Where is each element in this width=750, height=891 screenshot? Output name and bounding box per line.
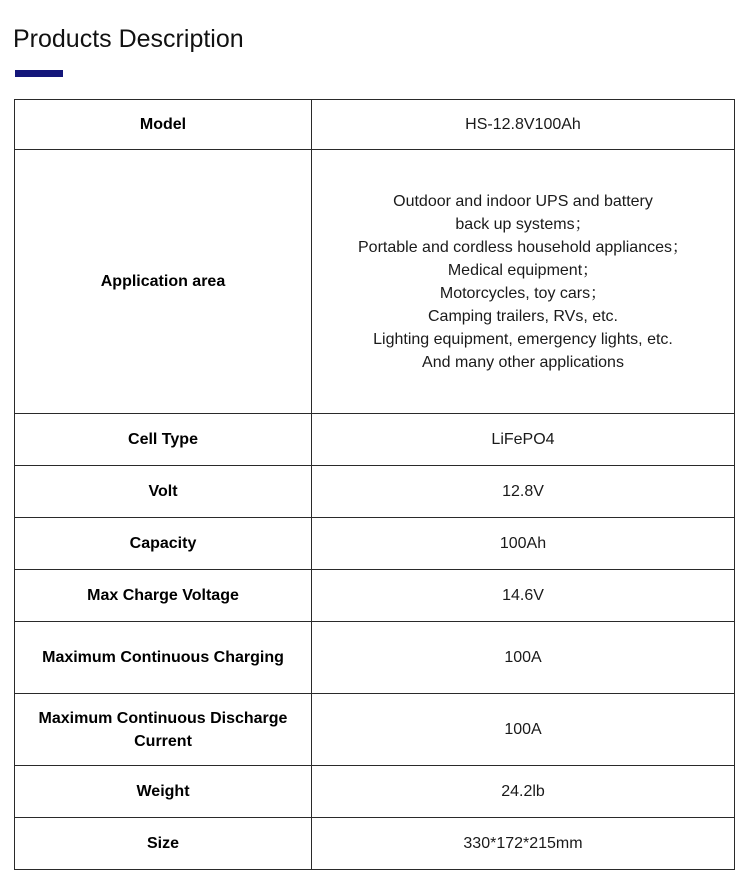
application-line: Lighting equipment, emergency lights, etc. [373,330,673,348]
row-label: Capacity [15,518,312,570]
application-line: And many other applications [422,353,624,371]
application-line: Outdoor and indoor UPS and battery [393,192,653,210]
row-value: HS-12.8V100Ah [312,100,735,150]
row-value: 330*172*215mm [312,818,735,870]
table-row-max-charge-voltage [15,570,735,622]
table-row-cell-type [15,414,735,466]
application-line: Medical equipment； [447,261,599,279]
application-line: Camping trailers, RVs, etc. [428,307,618,325]
table-row-weight [15,766,735,818]
row-label: Max Charge Voltage [15,570,312,622]
row-value [312,150,735,414]
table-row-capacity [15,518,735,570]
row-label: Volt [15,466,312,518]
application-line: Motorcycles, toy cars； [439,284,607,302]
table-row-model [15,100,735,150]
row-label: Application area [15,150,312,414]
table-row-max-continuous-charging [15,622,735,694]
product-spec-table [14,99,735,870]
table-row-max-continuous-discharge-current [15,694,735,766]
row-label: Cell Type [15,414,312,466]
row-value: 100Ah [312,518,735,570]
table-row-size [15,818,735,870]
title-underline [15,70,63,77]
row-label: Maximum Continuous Discharge Current [15,694,312,766]
row-label: Weight [15,766,312,818]
row-value: 14.6V [312,570,735,622]
row-value: 12.8V [312,466,735,518]
row-label: Maximum Continuous Charging [15,622,312,694]
table-row-volt [15,466,735,518]
row-label: Size [15,818,312,870]
row-label: Model [15,100,312,150]
row-value: 100A [312,694,735,766]
row-value: 100A [312,622,735,694]
application-line: Portable and cordless household appliances； [358,238,688,256]
table-row-application-area [15,150,735,414]
row-value: LiFePO4 [312,414,735,466]
application-line: back up systems； [455,215,591,233]
row-value: 24.2lb [312,766,735,818]
page-title: Products Description [13,25,244,53]
